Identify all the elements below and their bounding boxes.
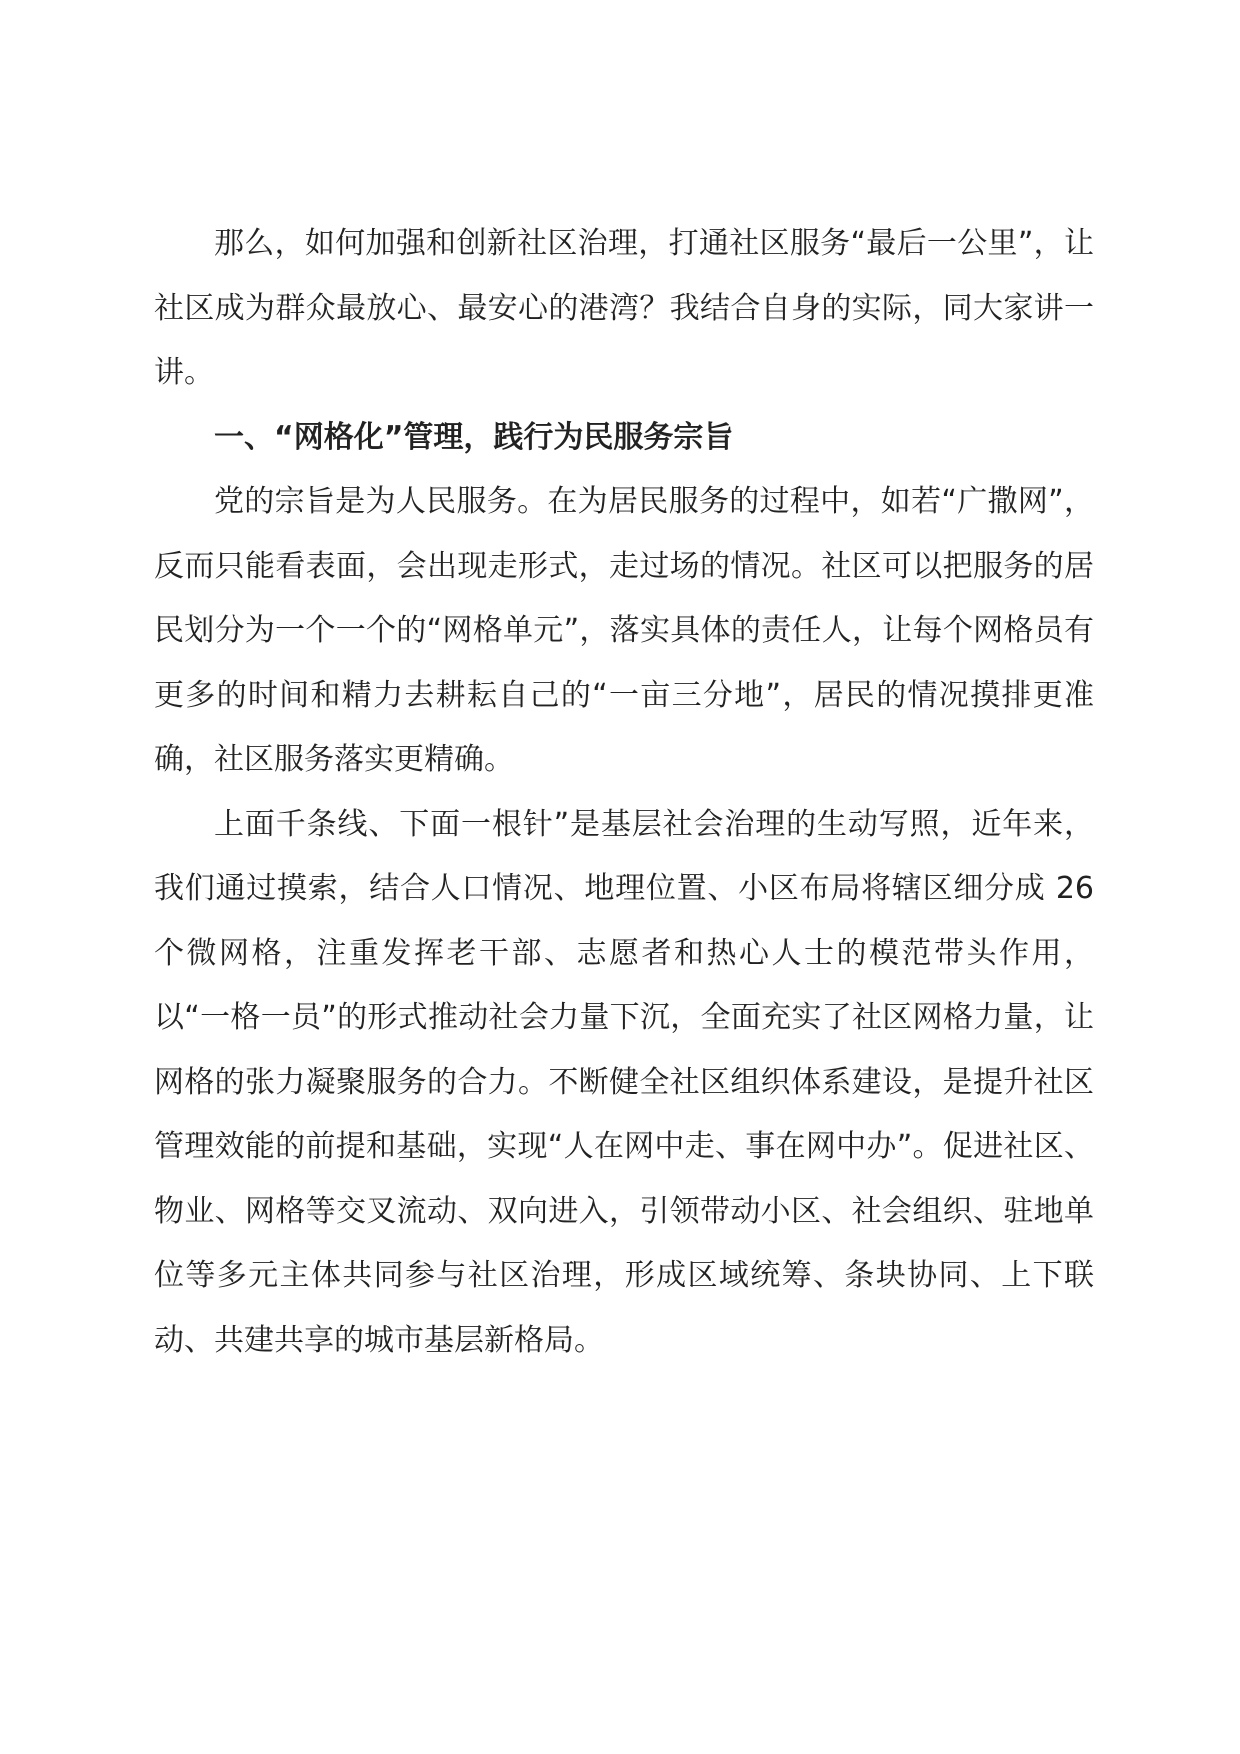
document-body	[154, 212, 1094, 1373]
section-heading: 一、“网格化”管理，践行为民服务宗旨	[214, 419, 734, 455]
paragraph-party-purpose: 党的宗旨是为人民服务。在为居民服务的过程中，如若“广撒网”，反而只能看表面，会出现走形式，走过场的情况。社区可以把服务的居民划分为一个一个的“网格单元”，落实具体的责任人，让每个网格员有更多的时间和精力去耕耘自己的“一亩三分地”，居民的情况摸排更准确，社区服务落实更精确。	[154, 484, 1094, 777]
paragraph-intro: 那么，如何加强和创新社区治理，打通社区服务“最后一公里”，让社区成为群众最放心、最安心的港湾？我结合自身的实际，同大家讲一讲。	[154, 226, 1094, 390]
paragraph-grid-practice: 上面千条线、下面一根针”是基层社会治理的生动写照，近年来，我们通过摸索，结合人口情况、地理位置、小区布局将辖区细分成 26 个微网格，注重发挥老干部、志愿者和热心人士的模范带头作用，以“一格一员”的形式推动社会力量下沉，全面充实了社区网格力量，让网格的张力凝聚服务的合力。不断健全社区组织体系建设，是提升社区管理效能的前提和基础，实现“人在网中走、事在网中办”。促进社区、物业、网格等交叉流动、双向进入，引领带动小区、社会组织、驻地单位等多元主体共同参与社区治理，形成区域统筹、条块协同、上下联动、共建共享的城市基层新格局。	[154, 806, 1094, 1358]
